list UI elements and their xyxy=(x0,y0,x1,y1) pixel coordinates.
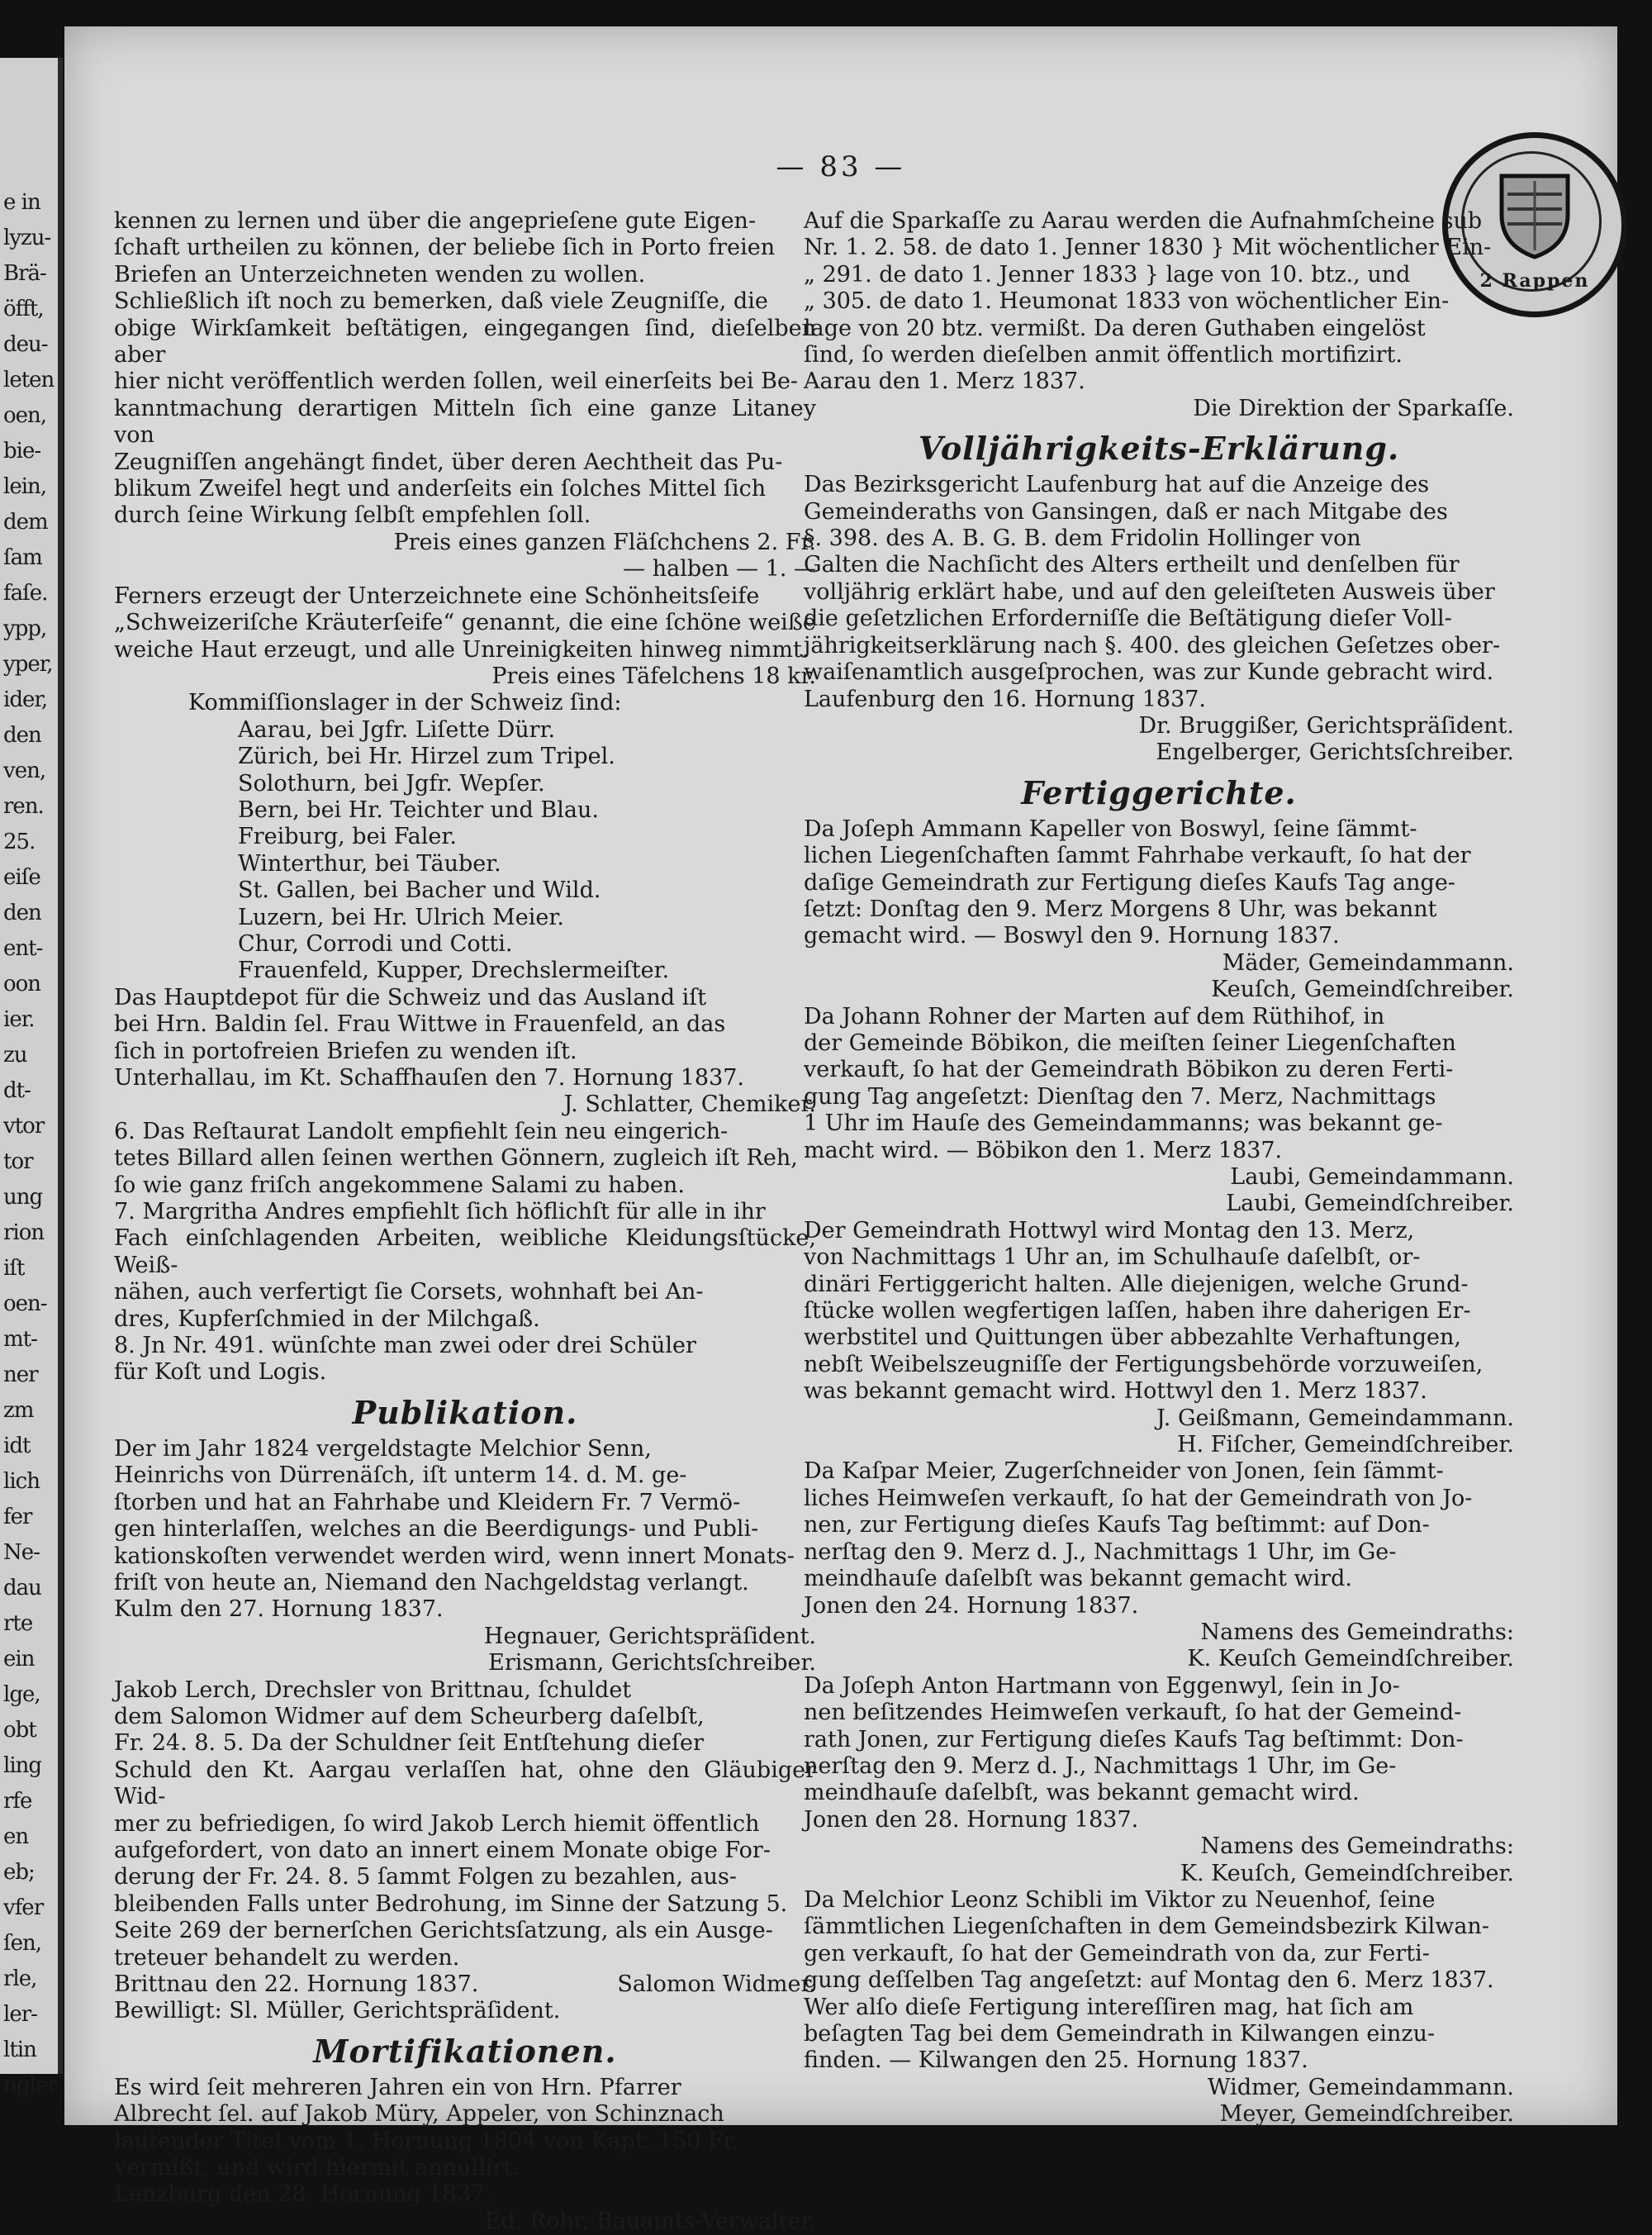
stamp-text: 2 Rappen xyxy=(1479,270,1590,292)
publikation-text xyxy=(114,1436,816,1596)
text-line: Wer alſo dieſe Fertigung intereſſiren mag, hat ſich am xyxy=(804,1994,1414,2020)
text-line: Der Gemeindrath Hottwyl wird Montag den 13. Merz, xyxy=(804,1217,1415,1244)
heading-fertiggerichte: Fertiggerichte. xyxy=(1021,773,1297,811)
previous-page-fragment: idt xyxy=(3,1434,31,1458)
meier-text xyxy=(804,1458,1514,1592)
signature-maeder: Mäder, Gemeindammann. xyxy=(1222,949,1514,976)
text-line: daſige Gemeindrath zur Fertigung dieſes Kaufs Tag ange- xyxy=(804,869,1455,896)
signature-keusch-boswyl: Keuſch, Gemeindſchreiber. xyxy=(1211,977,1514,1003)
text-line: Da Kaſpar Meier, Zugerſchneider von Jonen, ſein ſämmt- xyxy=(804,1458,1444,1485)
text-line: Galten die Nachſicht des Alters ertheilt und denſelben für xyxy=(804,552,1460,578)
previous-page-fragment: dt- xyxy=(3,1078,31,1103)
notice-8 xyxy=(114,1333,816,1386)
previous-page-fragment: lge, xyxy=(3,1682,40,1707)
page-number: — 83 — xyxy=(776,150,906,183)
intro-text xyxy=(114,208,816,530)
signature-bruggisser: Dr. Bruggißer, Gerichtspräſident. xyxy=(1138,712,1514,739)
text-line: bleibenden Falls unter Bedrohung, im Sinne der Satzung 5. xyxy=(114,1890,788,1917)
previous-page-fragment: oen, xyxy=(3,403,47,428)
previous-page-fragment: Ne- xyxy=(3,1540,40,1565)
previous-page-fragment: lich xyxy=(3,1469,40,1494)
previous-page-fragment: zu xyxy=(3,1043,27,1068)
place-date-jonen-1: Jonen den 24. Hornung 1837. xyxy=(804,1592,1139,1619)
text-line: nerſtag den 9. Merz d. J., Nachmittags 1 Uhr, im Ge- xyxy=(804,1538,1397,1565)
text-line: weiche Haut erzeugt, und alle Unreinigkeiten hinweg nimmt. xyxy=(114,636,809,663)
notice-7 xyxy=(114,1199,816,1333)
text-line: durch ſeine Wirkung ſelbſt empfehlen ſoll. xyxy=(114,502,591,529)
text-line: meindhauſe daſelbſt, was bekannt gemacht wird. xyxy=(804,1780,1360,1806)
previous-page-fragment: dem xyxy=(3,510,48,535)
previous-page-fragment: ner xyxy=(3,1362,38,1387)
text-line: waiſenamtlich ausgeſprochen, was zur Kunde gebracht wird. xyxy=(804,659,1494,686)
signature-jonen-1a: Namens des Gemeindraths: xyxy=(1200,1619,1514,1645)
heading-mortifikationen: Mortifikationen. xyxy=(313,2032,617,2070)
previous-page-fragment: oen- xyxy=(3,1291,47,1316)
depots-heading: Kommiſſionslager in der Schweiz ſind: xyxy=(188,690,622,716)
text-line: kennen zu lernen und über die angeprieſene gute Eigen- xyxy=(114,208,757,234)
lerch-text xyxy=(114,1677,816,1971)
previous-page-fragment: e in xyxy=(3,190,40,215)
text-line: Jakob Lerch, Drechsler von Brittnau, ſchuldet xyxy=(114,1676,632,1703)
previous-page-fragment: ling xyxy=(3,1753,42,1778)
text-line: Zürich, bei Hr. Hirzel zum Tripel. xyxy=(238,744,615,770)
signature-fischer: H. Fiſcher, Gemeindſchreiber. xyxy=(1177,1432,1514,1458)
brittnau-date: Brittnau den 22. Hornung 1837. xyxy=(114,1971,479,1997)
text-line: obige Wirkſamkeit beſtätigen, eingegangen ſind, dieſelben aber xyxy=(114,315,816,369)
ammann-text xyxy=(804,816,1514,950)
previous-page-fragment: eb; xyxy=(3,1860,35,1885)
signature-geissmann: J. Geißmann, Gemeindammann. xyxy=(1156,1405,1514,1431)
text-line: von Nachmittags 1 Uhr an, im Schulhauſe daſelbſt, or- xyxy=(804,1244,1421,1271)
text-line: Albrecht ſel. auf Jakob Müry, Appeler, von Schinznach xyxy=(114,2101,724,2128)
previous-page-fragment: faſe. xyxy=(3,581,48,606)
text-line: die geſetzlichen Erforderniſſe die Beſtätigung dieſer Voll- xyxy=(804,606,1452,632)
price-whole: Preis eines ganzen Fläſchchens 2. Fr. xyxy=(393,529,816,555)
text-line: gen hinterlaſſen, welches an die Beerdigungs- und Publi- xyxy=(114,1516,759,1543)
text-line: kanntmachung derartigen Mitteln ſich eine ganze Litaney von xyxy=(114,395,816,449)
place-date-unterhallau: Unterhallau, im Kt. Schaffhauſen den 7. Hornung 1837. xyxy=(114,1065,745,1091)
text-line: §. 398. des A. B. G. B. dem Fridolin Hollinger von xyxy=(804,525,1361,552)
text-line: dres, Kupferſchmied in der Milchgaß. xyxy=(114,1305,540,1332)
right-column xyxy=(804,208,1514,2128)
previous-page-fragment: mt- xyxy=(3,1327,37,1352)
text-line: verkauft, ſo hat der Gemeindrath Böbikon zu deren Ferti- xyxy=(804,1057,1454,1083)
place-date-lenzburg: Lenzburg den 28. Hornung 1837. xyxy=(114,2181,492,2208)
text-line: Da Joſeph Anton Hartmann von Eggenwyl, ſein in Jo- xyxy=(804,1672,1400,1699)
previous-page-fragment: ven, xyxy=(3,758,46,783)
previous-page-fragment: ſen, xyxy=(3,1931,42,1956)
previous-page-fragment: Brä- xyxy=(3,261,46,286)
previous-page-fragment: öfft, xyxy=(3,297,44,321)
previous-page-fragment: ung xyxy=(3,1185,43,1210)
text-line: Da Joſeph Ammann Kapeller von Boswyl, ſeine ſämmt- xyxy=(804,816,1417,842)
sparkasse-text xyxy=(804,208,1514,369)
text-line: Da Melchior Leonz Schibli im Viktor zu Neuenhof, ſeine xyxy=(804,1886,1436,1913)
previous-page-fragment: lyzu- xyxy=(3,226,51,250)
previous-page-fragment: yper, xyxy=(3,652,53,677)
place-date-jonen-2: Jonen den 28. Hornung 1837. xyxy=(804,1806,1139,1833)
previous-page-fragment: 25. xyxy=(3,830,36,854)
volljaehrigkeit-text xyxy=(804,472,1514,686)
text-line: bei Hrn. Baldin ſel. Frau Wittwe in Frauenfeld, an das xyxy=(114,1011,726,1038)
text-line: vermißt, und wird hiermit annullirt. xyxy=(114,2155,520,2181)
text-line: friſt von heute an, Niemand den Nachgeldstag verlangt. xyxy=(114,1569,749,1595)
text-line: ſtorben und hat an Fahrhabe und Kleidern Fr. 7 Vermö- xyxy=(114,1489,741,1515)
text-line: gen verkauft, ſo hat der Gemeindrath von da, zur Ferti- xyxy=(804,1940,1430,1966)
text-line: nen, zur Fertigung dieſes Kaufs Tag beſtimmt: auf Don- xyxy=(804,1512,1430,1538)
text-line: der Gemeinde Böbikon, die meiſten ſeiner Liegenſchaften xyxy=(804,1030,1456,1056)
text-line: Das Bezirksgericht Laufenburg hat auf die Anzeige des xyxy=(804,472,1430,498)
text-line: 7. Margritha Andres empfiehlt ſich höflichſt für alle in ihr xyxy=(114,1199,766,1225)
text-line: ſchaft urtheilen zu können, der beliebe ſich in Porto freien xyxy=(114,235,776,261)
text-line: Freiburg, bei Faler. xyxy=(238,824,457,850)
price-half: — halben — 1. — xyxy=(623,556,816,583)
previous-page-fragment: ltin xyxy=(3,2038,36,2062)
previous-page-fragment: ngler xyxy=(3,2073,57,2098)
text-line: nähen, auch verfertigt ſie Corsets, wohnhaft bei An- xyxy=(114,1279,704,1305)
text-line: Seite 269 der bernerſchen Gerichtsſatzung, als ein Ausge- xyxy=(114,1918,773,1944)
previous-page-fragment: zm xyxy=(3,1398,34,1423)
signature-erismann: Erismann, Gerichtsſchreiber. xyxy=(488,1650,816,1676)
signature-laubi-1: Laubi, Gemeindammann. xyxy=(1230,1164,1514,1190)
signature-jonen-2b: K. Keuſch, Gemeindſchreiber. xyxy=(1180,1860,1514,1886)
approval-line: Bewilligt: Sl. Müller, Gerichtspräſident. xyxy=(114,1998,561,2024)
text-line: Es wird ſeit mehreren Jahren ein von Hrn. Pfarrer xyxy=(114,2074,681,2100)
text-line: Schließlich iſt noch zu bemerken, daß viele Zeugniſſe, die xyxy=(114,288,768,315)
text-line: gung deſſelben Tag angeſetzt: auf Montag den 6. Merz 1837. xyxy=(804,1967,1494,1994)
text-line: Chur, Corrodi und Cotti. xyxy=(238,930,513,957)
text-line: Heinrichs von Dürrenäſch, iſt unterm 14. d. M. ge- xyxy=(114,1462,687,1489)
text-line: Nr. 1. 2. 58. de dato 1. Jenner 1830 } Mit wöchentlicher Ein- xyxy=(804,235,1492,261)
text-line: ſetzt: Donſtag den 9. Merz Morgens 8 Uhr, was bekannt xyxy=(804,896,1437,922)
signature-jonen-2a: Namens des Gemeindraths: xyxy=(1200,1833,1514,1860)
text-line: finden. — Kilwangen den 25. Hornung 1837. xyxy=(804,2047,1308,2074)
text-line: dem Salomon Widmer auf dem Scheurberg daſelbſt, xyxy=(114,1703,705,1729)
text-line: Auf die Sparkaſſe zu Aarau werden die Aufnahmſcheine sub xyxy=(804,208,1483,234)
previous-page-fragment: rion xyxy=(3,1220,45,1245)
text-line: lautender Titel vom 1. Hornung 1804 von Kapt. 150 Fr. xyxy=(114,2128,739,2154)
text-line: macht wird. — Böbikon den 1. Merz 1837. xyxy=(804,1137,1283,1163)
text-line: was bekannt gemacht wird. Hottwyl den 1. Merz 1837. xyxy=(804,1378,1427,1405)
hartmann-text xyxy=(804,1673,1514,1807)
text-line: 6. Das Reſtaurat Landolt empfiehlt ſein neu eingerich- xyxy=(114,1118,729,1144)
main-depot-text xyxy=(114,985,816,1065)
text-line: Da Johann Rohner der Marten auf dem Rüthihof, in xyxy=(804,1003,1385,1030)
previous-page-fragment: rte xyxy=(3,1611,33,1636)
text-line: 8. Jn Nr. 491. wünſchte man zwei oder drei Schüler xyxy=(114,1333,696,1359)
place-date-aarau: Aarau den 1. Merz 1837. xyxy=(804,369,1085,395)
price-tablet: Preis eines Täfelchens 18 kr. xyxy=(491,663,816,689)
previous-page-fragment: bie- xyxy=(3,439,41,464)
previous-page-fragment: den xyxy=(3,901,41,925)
text-line: nebſt Weibelszeugniſſe der Fertigungsbehörde vorzuweiſen, xyxy=(804,1351,1483,1377)
previous-page-fragment: iſt xyxy=(3,1256,25,1281)
previous-page-fragment: ider, xyxy=(3,687,48,712)
previous-page-fragment: vfer xyxy=(3,1895,44,1920)
text-line: Ferners erzeugt der Unterzeichnete eine Schönheitsſeife xyxy=(114,583,760,609)
text-line: volljährig erklärt habe, und auf den geleiſteten Ausweis über xyxy=(804,578,1495,605)
text-line: Fach einſchlagenden Arbeiten, weibliche Kleidungsſtücke, Weiß- xyxy=(114,1225,816,1278)
signature-laubi-2: Laubi, Gemeindſchreiber. xyxy=(1226,1191,1514,1217)
signature-meyer: Meyer, Gemeindſchreiber. xyxy=(1219,2101,1514,2128)
signature-hegnauer: Hegnauer, Gerichtspräſident. xyxy=(483,1623,816,1649)
text-line: „ 305. de dato 1. Heumonat 1833 von wöchentlicher Ein- xyxy=(804,288,1450,315)
signature-schlatter: J. Schlatter, Chemiker. xyxy=(563,1091,816,1118)
text-line: lichen Liegenſchaften ſammt Fahrhabe verkauft, ſo hat der xyxy=(804,843,1471,869)
place-date-brittnau xyxy=(114,1971,816,1998)
place-date-kulm: Kulm den 27. Hornung 1837. xyxy=(114,1596,444,1623)
text-line: tetes Billard allen ſeinen werthen Gönnern, zugleich iſt Reh, xyxy=(114,1145,798,1172)
previous-page-fragment: vtor xyxy=(3,1114,45,1139)
text-line: werbstitel und Quittungen über abbezahlte Verhaftungen, xyxy=(804,1324,1461,1351)
text-line: Aarau, bei Jgfr. Liſette Dürr. xyxy=(238,716,556,743)
schibli-text xyxy=(804,1887,1514,2075)
soap-text xyxy=(114,583,816,663)
text-line: Bern, bei Hr. Teichter und Blau. xyxy=(238,797,599,823)
previous-page-fragment: ren. xyxy=(3,794,44,819)
place-date-laufenburg: Laufenburg den 16. Hornung 1837. xyxy=(804,686,1207,712)
text-line: kationskoſten verwendet werden wird, wenn innert Monats- xyxy=(114,1543,795,1569)
previous-page-fragment: lein, xyxy=(3,474,47,499)
text-line: hier nicht veröffentlich werden ſollen, weil einerſeits bei Be- xyxy=(114,369,799,395)
previous-page-fragment: deu- xyxy=(3,332,48,357)
text-line: ſo wie ganz friſch angekommene Salami zu haben. xyxy=(114,1172,685,1198)
signature-sparkasse: Die Direktion der Sparkaſſe. xyxy=(1193,395,1514,421)
text-line: Gemeinderaths von Gansingen, daß er nach Mitgabe des xyxy=(804,498,1448,525)
text-line: Briefen an Unterzeichneten wenden zu wollen. xyxy=(114,261,646,288)
text-line: 1 Uhr im Hauſe des Gemeindammanns; was bekannt ge- xyxy=(804,1110,1443,1137)
hottwyl-text xyxy=(804,1218,1514,1405)
text-line: aufgefordert, von dato an innert einem Monate obige For- xyxy=(114,1837,771,1863)
text-line: ſtücke wollen wegfertigen laſſen, haben ihre daherigen Er- xyxy=(804,1298,1471,1324)
text-line: Schuld den Kt. Aargau verlaſſen hat, ohne den Gläubiger Wid- xyxy=(114,1757,816,1810)
previous-page-fragment: tor xyxy=(3,1149,33,1174)
signature-widmer: Salomon Widmer. xyxy=(617,1971,816,1997)
previous-page-fragment: ier. xyxy=(3,1007,35,1032)
heading-volljaehrigkeit: Volljährigkeits-Erklärung. xyxy=(918,430,1400,468)
text-line: gung Tag angeſetzt: Dienſtag den 7. Merz, Nachmittags xyxy=(804,1083,1436,1110)
text-line: blikum Zweifel hegt und anderſeits ein ſolches Mittel ſich xyxy=(114,476,767,502)
text-line: meindhauſe daſelbſt was bekannt gemacht wird. xyxy=(804,1566,1353,1592)
text-line: beſagten Tag bei dem Gemeindrath in Kilwangen einzu- xyxy=(804,2021,1436,2047)
mortifikation-text xyxy=(114,2075,816,2182)
text-line: Solothurn, bei Jgfr. Wepſer. xyxy=(238,770,545,797)
text-line: mer zu befriedigen, ſo wird Jakob Lerch hiemit öffentlich xyxy=(114,1810,760,1837)
signature-widmer-kilwangen: Widmer, Gemeindammann. xyxy=(1207,2074,1514,2100)
text-line: „Schweizeriſche Kräuterſeife“ genannt, die eine ſchöne weiße xyxy=(114,610,816,636)
text-line: Zeugniſſen angehängt findet, über deren Aechtheit das Pu- xyxy=(114,449,783,475)
previous-page-fragment: rfe xyxy=(3,1789,32,1814)
text-line: Winterthur, bei Täuber. xyxy=(238,850,501,877)
signature-jonen-1b: K. Keuſch Gemeindſchreiber. xyxy=(1187,1646,1514,1672)
newspaper-page xyxy=(64,26,1617,2234)
previous-page-fragment: obt xyxy=(3,1718,36,1743)
previous-page-fragment: ſam xyxy=(3,545,42,570)
text-line: dinäri Fertiggericht halten. Alle diejenigen, welche Grund- xyxy=(804,1271,1469,1297)
text-line: ſind, ſo werden dieſelben anmit öffentlich mortifizirt. xyxy=(804,342,1403,369)
left-column xyxy=(114,208,816,2235)
previous-page-fragment: en xyxy=(3,1824,29,1849)
previous-page-fragment: fer xyxy=(3,1505,32,1529)
depot-list xyxy=(114,717,816,985)
signature-engelberger: Engelberger, Gerichtsſchreiber. xyxy=(1156,739,1514,766)
previous-page-fragment: leten xyxy=(3,368,55,392)
text-line: St. Gallen, bei Bacher und Wild. xyxy=(238,877,601,904)
previous-page-fragment: rle, xyxy=(3,1966,37,1991)
previous-page-fragment: den xyxy=(3,723,41,748)
rohner-text xyxy=(804,1004,1514,1164)
text-line: Der im Jahr 1824 vergeldstagte Melchior Senn, xyxy=(114,1435,652,1462)
text-line: gemacht wird. — Boswyl den 9. Hornung 1837. xyxy=(804,923,1340,949)
text-line: Luzern, bei Hr. Ulrich Meier. xyxy=(238,904,564,930)
previous-page-fragment: dau xyxy=(3,1576,41,1600)
notice-6 xyxy=(114,1119,816,1199)
text-line: Fr. 24. 8. 5. Da der Schuldner ſeit Entſtehung dieſer xyxy=(114,1730,704,1757)
text-line: für Koſt und Logis. xyxy=(114,1359,327,1386)
previous-page-fragment: ent- xyxy=(3,936,43,961)
previous-page-fragment: ler- xyxy=(3,2002,37,2027)
text-line: treteuer behandelt zu werden. xyxy=(114,1944,460,1971)
text-line: ſämmtlichen Liegenſchaften in dem Gemeindsbezirk Kilwan- xyxy=(804,1914,1489,1940)
previous-page-fragment: ein xyxy=(3,1647,35,1671)
text-line: rath Jonen, zur Fertigung dieſes Kaufs Tag beſtimmt: Don- xyxy=(804,1726,1464,1752)
text-line: nerſtag den 9. Merz d. J., Nachmittags 1 Uhr, im Ge- xyxy=(804,1752,1397,1779)
text-line: ſich in portofreien Briefen zu wenden iſt. xyxy=(114,1038,577,1064)
previous-page-fragment: ypp, xyxy=(3,616,47,641)
signature-rohr: Ed. Rohr, Bauamts-Verwalter. xyxy=(484,2208,816,2234)
previous-page-fragment: oon xyxy=(3,972,41,996)
text-line: liches Heimweſen verkauft, ſo hat der Gemeindrath von Jo- xyxy=(804,1485,1473,1511)
previous-page-edge xyxy=(0,58,63,2098)
text-line: derung der Fr. 24. 8. 5 ſammt Folgen zu bezahlen, aus- xyxy=(114,1864,737,1890)
previous-page-fragment: eiſe xyxy=(3,865,40,890)
text-line: „ 291. de dato 1. Jenner 1833 } lage von 10. btz., und xyxy=(804,261,1411,288)
text-line: nen beſitzendes Heimweſen verkauft, ſo hat der Gemeind- xyxy=(804,1700,1462,1726)
text-line: Frauenfeld, Kupper, Drechslermeiſter. xyxy=(238,958,670,984)
text-line: jährigkeitserklärung nach §. 400. des gleichen Geſetzes ober- xyxy=(804,632,1501,659)
text-line: lage von 20 btz. vermißt. Da deren Guthaben eingelöst xyxy=(804,315,1426,341)
text-line: Das Hauptdepot für die Schweiz und das Ausland iſt xyxy=(114,984,707,1011)
heading-publikation: Publikation. xyxy=(352,1393,578,1431)
